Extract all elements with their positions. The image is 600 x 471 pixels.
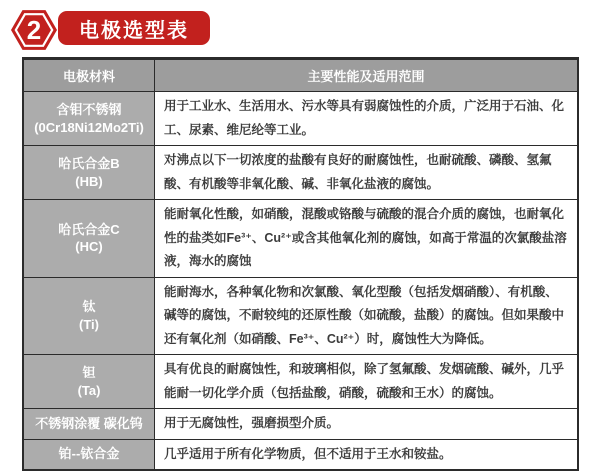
material-cell	[23, 409, 155, 440]
table-row	[23, 409, 578, 440]
material-subscript: (HB)	[75, 173, 103, 189]
description-cell: 能耐海水，各种氧化物和次氯酸、氧化型酸（包括发烟硝酸）、有机酸、碱等的腐蚀，不耐较纯的还原性酸（如硫酸，盐酸）的腐蚀。但如果酸中还有氧化剂（如硝酸、Fe³⁺、Cu²⁺）时，腐蚀性大为降低。	[155, 277, 579, 355]
column-header-performance: 主要性能及适用范围	[155, 59, 579, 92]
page-title: 电极选型表	[58, 11, 210, 45]
page-header	[0, 0, 600, 57]
material-subscript: (Ti)	[79, 316, 99, 332]
table-row	[23, 277, 578, 355]
section-number-badge	[9, 5, 59, 55]
description-cell: 用于工业水、生活用水、污水等具有弱腐蚀性的介质，广泛用于石油、化工、尿素、维尼纶等工业。	[155, 92, 579, 146]
material-cell	[23, 92, 155, 146]
material-subscript: (Ta)	[77, 382, 101, 398]
description-cell: 几乎适用于所有化学物质，但不适用于王水和铵盐。	[155, 439, 579, 470]
material-cell	[23, 355, 155, 409]
description-cell: 能耐氧化性酸，如硝酸，混酸或铬酸与硫酸的混合介质的腐蚀，也耐氧化性的盐类如Fe³⁺、Cu²⁺或含其他氧化剂的腐蚀，如高于常温的次氯酸盐溶液，海水的腐蚀	[155, 200, 579, 278]
material-name: 铂--铱合金	[58, 446, 120, 462]
table-header-row	[23, 59, 578, 92]
description-cell: 用于无腐蚀性，强磨损型介质。	[155, 409, 579, 440]
table-row	[23, 439, 578, 470]
material-name: 钽	[82, 364, 96, 380]
description-cell: 具有优良的耐腐蚀性，和玻璃相似，除了氢氟酸、发烟硫酸、碱外，几乎能耐一切化学介质（包括盐酸，硝酸，硫酸和王水）的腐蚀。	[155, 355, 579, 409]
table-row	[23, 92, 578, 146]
material-name: 含钼不锈钢	[56, 101, 122, 117]
material-subscript: (HC)	[75, 239, 103, 255]
table-row	[23, 146, 578, 200]
material-cell	[23, 277, 155, 355]
material-cell	[23, 439, 155, 470]
material-cell	[23, 200, 155, 278]
material-cell	[23, 146, 155, 200]
material-name: 哈氏合金B	[58, 155, 120, 171]
badge-number: 2	[26, 15, 42, 45]
material-name: 不锈钢涂覆 碳化钨	[35, 415, 143, 431]
table-row	[23, 200, 578, 278]
table-row	[23, 355, 578, 409]
material-name: 钛	[82, 299, 96, 315]
description-cell: 对沸点以下一切浓度的盐酸有良好的耐腐蚀性，也耐硫酸、磷酸、氢氟酸、有机酸等非氧化酸、碱、非氧化盐液的腐蚀。	[155, 146, 579, 200]
hexagon-badge-icon	[9, 5, 59, 55]
material-name: 哈氏合金C	[58, 221, 120, 237]
electrode-selection-table	[22, 57, 579, 471]
column-header-material: 电极材料	[23, 59, 155, 92]
material-subscript: (0Cr18Ni12Mo2Ti)	[34, 119, 144, 135]
